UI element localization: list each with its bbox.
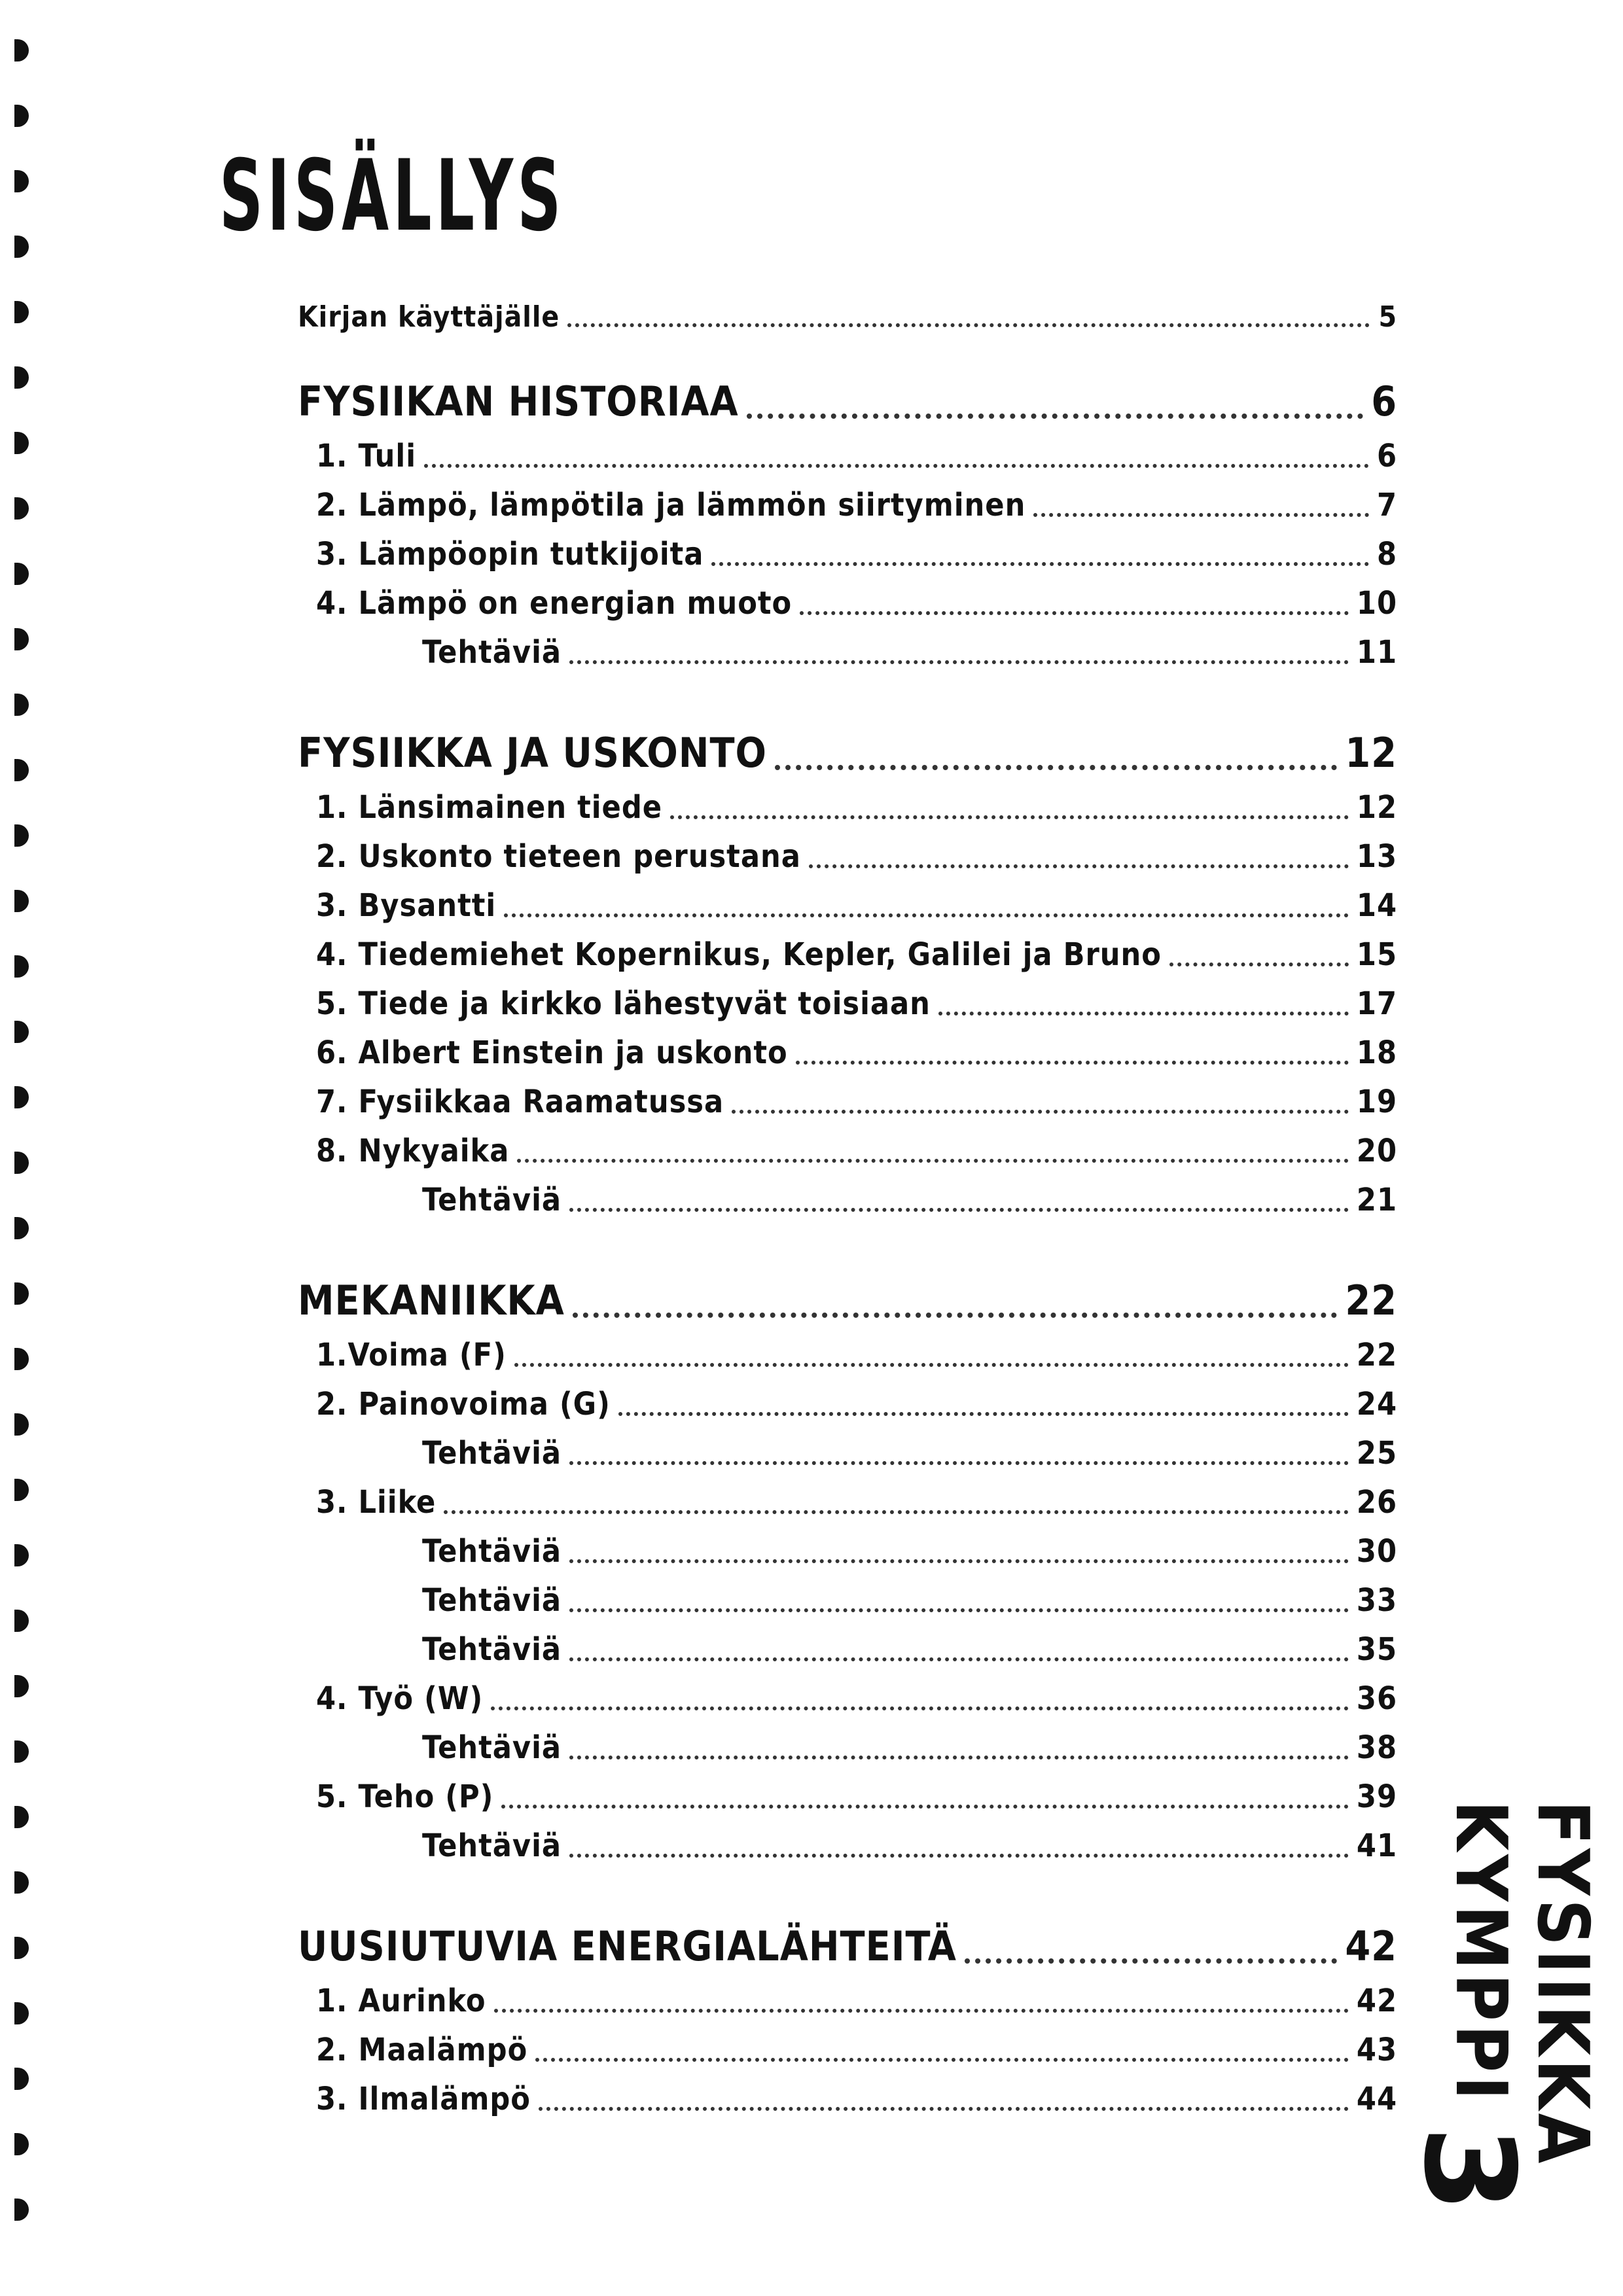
toc-entry-row (298, 523, 1397, 573)
dot-leader (514, 1363, 1349, 1367)
toc-entry-page: 26 (1356, 1484, 1397, 1521)
toc-entry-row (298, 973, 1397, 1022)
toc-entry-label: 2. Maalämpö (316, 2032, 528, 2068)
dot-leader (569, 1854, 1349, 1858)
binding-hole (14, 1937, 29, 1959)
binding-hole (14, 39, 29, 62)
toc-entry-row (298, 2019, 1397, 2068)
toc-entry-label: Tehtäviä (422, 1828, 562, 1864)
toc-section-row (298, 1264, 1397, 1324)
binding-hole (14, 1479, 29, 1501)
toc-entry-label: 5. Teho (P) (316, 1778, 494, 1815)
toc-entry-row (298, 1668, 1397, 1717)
toc-entry-page: 36 (1356, 1680, 1397, 1717)
page-number: 3 (1397, 2125, 1542, 2213)
dot-leader (517, 1159, 1349, 1163)
dot-leader (800, 611, 1349, 615)
table-of-contents (298, 288, 1397, 2117)
toc-entry-row (298, 1521, 1397, 1570)
toc-entry-page: 7 (1376, 487, 1397, 523)
toc-entry-page: 33 (1356, 1582, 1397, 1619)
dot-leader (618, 1412, 1349, 1416)
dot-leader (732, 1110, 1349, 1114)
toc-entry-page: 8 (1376, 536, 1397, 573)
binding-hole (14, 1152, 29, 1174)
toc-entry-row (298, 1717, 1397, 1766)
toc-entry-label: 3. Bysantti (316, 887, 497, 924)
toc-section-title: FYSIIKAN HISTORIAA (298, 378, 739, 425)
toc-entry-row (298, 875, 1397, 924)
book-title-vertical: FYSIIKKA KYMPPI (1440, 1800, 1603, 2167)
binding-hole (14, 1282, 29, 1305)
toc-entry-label: Tehtäviä (422, 1182, 562, 1218)
binding-holes (14, 39, 41, 2264)
toc-entry-page: 10 (1356, 585, 1397, 622)
toc-entry-label: 4. Työ (W) (316, 1680, 484, 1717)
toc-entry-row (298, 1373, 1397, 1422)
dot-leader (569, 1756, 1349, 1759)
toc-entry-page: 11 (1356, 634, 1397, 671)
toc-section-title: UUSIUTUVIA ENERGIALÄHTEITÄ (298, 1922, 957, 1970)
binding-hole (14, 236, 29, 258)
dot-leader (965, 1958, 1338, 1964)
toc-intro-row (298, 288, 1397, 334)
dot-leader (796, 1061, 1349, 1065)
toc-entry-label: 5. Tiede ja kirkko lähestyvät toisiaan (316, 985, 931, 1022)
toc-entry-page: 41 (1356, 1828, 1397, 1864)
toc-entry-row (298, 1324, 1397, 1373)
toc-entry-page: 21 (1356, 1182, 1397, 1218)
dot-leader (539, 2107, 1349, 2111)
binding-hole (14, 1086, 29, 1108)
binding-hole (14, 301, 29, 323)
binding-hole (14, 2068, 29, 2090)
toc-entry-page: 42 (1356, 1983, 1397, 2019)
toc-entry-label: 4. Lämpö on energian muoto (316, 585, 793, 622)
binding-hole (14, 105, 29, 127)
binding-hole (14, 432, 29, 454)
dot-leader (424, 464, 1369, 468)
toc-entry-page: 35 (1356, 1631, 1397, 1668)
binding-hole (14, 2199, 29, 2221)
toc-entry-row (298, 1071, 1397, 1120)
binding-hole (14, 1348, 29, 1370)
dot-leader (494, 2009, 1349, 2013)
binding-hole (14, 2002, 29, 2024)
binding-hole (14, 1544, 29, 1566)
dot-leader (535, 2058, 1349, 2062)
toc-entry-page: 38 (1356, 1729, 1397, 1766)
toc-entry-page: 12 (1356, 789, 1397, 826)
toc-entry-page: 17 (1356, 985, 1397, 1022)
toc-entry-label: 1. Aurinko (316, 1983, 486, 2019)
toc-entry-row (298, 1022, 1397, 1071)
dot-leader (670, 815, 1349, 819)
toc-entry-row (298, 1422, 1397, 1472)
dot-leader (573, 1313, 1338, 1318)
binding-hole (14, 1610, 29, 1632)
toc-entry-page: 24 (1356, 1386, 1397, 1422)
toc-section-row (298, 1910, 1397, 1970)
toc-entry-page: 15 (1356, 936, 1397, 973)
toc-entry-row (298, 425, 1397, 474)
toc-entry-label: Tehtäviä (422, 1729, 562, 1766)
dot-leader (569, 1657, 1349, 1661)
toc-entry-label: 7. Fysiikkaa Raamatussa (316, 1084, 724, 1120)
toc-section-title: FYSIIKKA JA USKONTO (298, 729, 767, 777)
toc-entry-row (298, 1619, 1397, 1668)
toc-section-page: 12 (1345, 729, 1397, 777)
binding-hole (14, 1740, 29, 1763)
dot-leader (747, 414, 1363, 419)
toc-entry-row (298, 1815, 1397, 1864)
toc-entry-page: 25 (1356, 1435, 1397, 1472)
toc-entry-row (298, 474, 1397, 523)
binding-hole (14, 497, 29, 520)
binding-hole (14, 628, 29, 650)
toc-entry-label: Kirjan käyttäjälle (298, 300, 560, 334)
binding-hole (14, 759, 29, 781)
dot-leader (809, 864, 1349, 868)
toc-entry-row (298, 622, 1397, 671)
toc-entry-label: Tehtäviä (422, 634, 562, 671)
dot-leader (504, 913, 1349, 917)
toc-entry-label: 2. Uskonto tieteen perustana (316, 838, 801, 875)
binding-hole (14, 1021, 29, 1043)
toc-section-row (298, 716, 1397, 777)
toc-section-title: MEKANIIKKA (298, 1277, 565, 1324)
toc-entry-label: 3. Ilmalämpö (316, 2081, 531, 2117)
toc-entry-row (298, 1472, 1397, 1521)
toc-section-page: 6 (1371, 378, 1397, 425)
toc-entry-page: 39 (1356, 1778, 1397, 1815)
toc-entry-label: 1. Tuli (316, 438, 416, 474)
toc-entry-row (298, 1120, 1397, 1169)
toc-entry-label: 8. Nykyaika (316, 1133, 510, 1169)
toc-sections (298, 365, 1397, 2117)
binding-hole (14, 955, 29, 978)
toc-entry-label: 4. Tiedemiehet Kopernikus, Kepler, Galilei ja Bruno (316, 936, 1162, 973)
toc-entry-page: 18 (1356, 1034, 1397, 1071)
toc-section-page: 42 (1345, 1922, 1397, 1970)
toc-entry-page: 19 (1356, 1084, 1397, 1120)
toc-entry-row (298, 1970, 1397, 2019)
binding-hole (14, 1217, 29, 1239)
binding-hole (14, 170, 29, 192)
toc-entry-page: 14 (1356, 887, 1397, 924)
toc-entry-label: 6. Albert Einstein ja uskonto (316, 1034, 788, 1071)
dot-leader (569, 1559, 1349, 1563)
toc-entry-page: 5 (1378, 300, 1397, 334)
binding-hole (14, 563, 29, 585)
toc-entry-row (298, 2068, 1397, 2117)
dot-leader (569, 660, 1349, 664)
binding-hole (14, 694, 29, 716)
toc-entry-label: Tehtäviä (422, 1631, 562, 1668)
toc-entry-label: Tehtäviä (422, 1533, 562, 1570)
toc-entry-page: 44 (1356, 2081, 1397, 2117)
toc-entry-label: 3. Lämpöopin tutkijoita (316, 536, 704, 573)
toc-entry-row (298, 924, 1397, 973)
dot-leader (567, 323, 1370, 327)
binding-hole (14, 366, 29, 389)
binding-hole (14, 890, 29, 912)
page-title: SISÄLLYS (219, 139, 565, 253)
dot-leader (1033, 513, 1369, 517)
toc-entry-label: 1. Länsimainen tiede (316, 789, 663, 826)
toc-entry-page: 20 (1356, 1133, 1397, 1169)
dot-leader (569, 1461, 1349, 1465)
toc-entry-row (298, 1169, 1397, 1218)
toc-entry-page: 22 (1356, 1337, 1397, 1373)
binding-hole (14, 2133, 29, 2155)
dot-leader (775, 765, 1337, 770)
toc-entry-label: Tehtäviä (422, 1435, 562, 1472)
toc-entry-page: 6 (1376, 438, 1397, 474)
dot-leader (569, 1208, 1349, 1212)
dot-leader (711, 562, 1369, 566)
toc-section-row (298, 365, 1397, 425)
toc-entry-label: 2. Lämpö, lämpötila ja lämmön siirtyminen (316, 487, 1026, 523)
dot-leader (444, 1510, 1349, 1514)
dot-leader (938, 1012, 1349, 1016)
binding-hole (14, 1413, 29, 1436)
dot-leader (491, 1706, 1349, 1710)
toc-entry-row (298, 826, 1397, 875)
toc-entry-row (298, 777, 1397, 826)
toc-entry-page: 30 (1356, 1533, 1397, 1570)
dot-leader (1169, 963, 1349, 966)
toc-entry-row (298, 1570, 1397, 1619)
toc-entry-label: 3. Liike (316, 1484, 437, 1521)
binding-hole (14, 1871, 29, 1894)
binding-hole (14, 1675, 29, 1697)
binding-hole (14, 824, 29, 847)
dot-leader (501, 1805, 1348, 1809)
toc-section-page: 22 (1345, 1277, 1397, 1324)
toc-entry-label: Tehtäviä (422, 1582, 562, 1619)
toc-entry-label: 2. Painovoima (G) (316, 1386, 611, 1422)
toc-entry-row (298, 573, 1397, 622)
toc-entry-page: 13 (1356, 838, 1397, 875)
binding-hole (14, 1806, 29, 1828)
toc-entry-page: 43 (1356, 2032, 1397, 2068)
toc-entry-label: 1.Voima (F) (316, 1337, 507, 1373)
dot-leader (569, 1608, 1349, 1612)
toc-entry-row (298, 1766, 1397, 1815)
